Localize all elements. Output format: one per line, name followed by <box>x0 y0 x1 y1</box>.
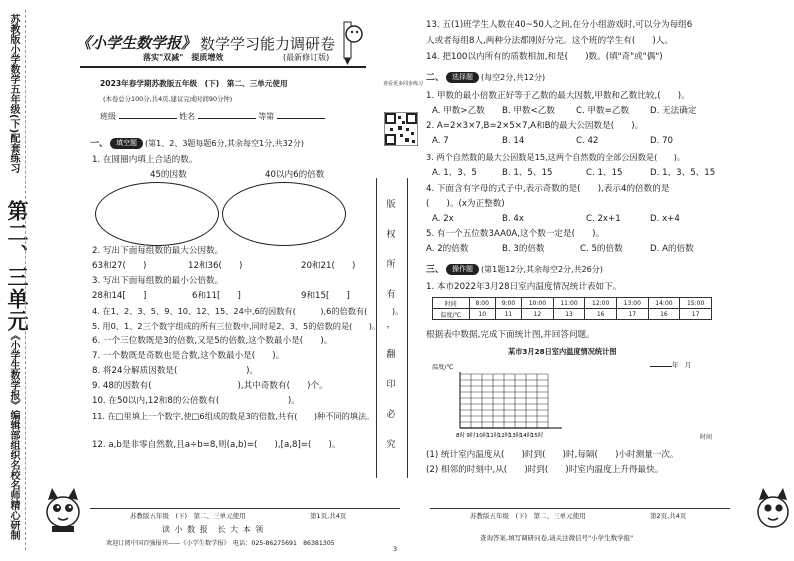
student-fields <box>100 111 325 122</box>
table-cell: 10 <box>469 309 495 320</box>
name-blank[interactable] <box>198 118 256 119</box>
s2-q5-opt-d[interactable]: D. A的倍数 <box>650 244 694 254</box>
s2-q2-opt-b[interactable]: B. 14 <box>502 136 525 146</box>
binding-line <box>25 10 26 550</box>
x-tick-label: 14时 <box>519 433 533 439</box>
s2-q2[interactable]: 2. A=2×3×7,B=2×5×7,A和B的最大公因数是( )。 <box>426 121 644 131</box>
section2-num: 二、 <box>426 73 445 83</box>
table-header-temp: 温度/℃ <box>433 309 470 320</box>
s2-q1-opt-a[interactable]: A. 甲数>乙数 <box>432 106 485 116</box>
copyright-char: 必 <box>386 410 396 420</box>
s2-q5[interactable]: 5. 有一个五位数3AA0A,这个数一定是( )。 <box>426 229 605 239</box>
copyright-char: 有 <box>386 290 396 300</box>
table-cell: 10:00 <box>522 298 554 309</box>
left-footer-rule <box>90 508 400 509</box>
section3-num: 三、 <box>426 265 445 275</box>
chart-xunit: 时间 <box>700 434 713 441</box>
x-tick-label: 8时 <box>456 433 466 439</box>
chart-date-label: 年 月 <box>672 361 692 369</box>
grid <box>460 372 562 428</box>
section3-pill: 操作题 <box>446 264 479 275</box>
s1-q11[interactable]: 11. 在□里填上一个数字,使□6组成的数是3的倍数,共有( )种不同的填法。 <box>92 411 375 421</box>
table-cell: 16 <box>585 309 617 320</box>
s2-q4-opt-c[interactable]: C. 2x+1 <box>586 214 621 224</box>
name-label: 姓名 <box>179 112 196 121</box>
s3-q1: 1. 本市2022年3月28日室内温度情况统计表如下。 <box>426 282 622 292</box>
copyright-char: 印 <box>386 380 396 390</box>
table-cell: 15:00 <box>680 298 712 309</box>
table-cell: 13:00 <box>616 298 648 309</box>
s2-q2-opt-c[interactable]: C. 42 <box>576 136 599 146</box>
s1-q6[interactable]: 6. 一个三位数既是3的倍数,又是5的倍数,这个数最小是( )。 <box>92 336 333 346</box>
s1-q13-line1: 13. 五(1)班学生人数在40~50人之间,在分小组游戏时,可以分为每组6 <box>426 20 693 30</box>
s2-q5-opt-c[interactable]: C. 5的倍数 <box>580 244 623 254</box>
left-page-number: 第1页,共4页 <box>310 512 347 520</box>
s3-answer1[interactable]: (1) 统计室内温度从( )时到( )时,每隔( )小时测量一次。 <box>426 450 679 460</box>
table-header-time: 时间 <box>433 298 470 309</box>
table-cell: 17 <box>616 309 648 320</box>
section3-desc: (第1题12分,其余每空2分,共26分) <box>481 265 603 274</box>
s2-q4-opt-a[interactable]: A. 2x <box>432 214 454 224</box>
chart-date <box>650 360 691 371</box>
s2-q1[interactable]: 1. 甲数的最小倍数正好等于乙数的最大因数,甲数和乙数比较,( )。 <box>426 91 690 101</box>
copyright-char: 版 <box>386 200 396 210</box>
s1-q1-right-label: 40以内6的倍数 <box>265 170 325 180</box>
table-cell: 12 <box>522 309 554 320</box>
class-blank[interactable] <box>119 118 177 119</box>
s1-q14[interactable]: 14. 把100以内所有的质数相加,和是( )数。(填"奇"或"偶") <box>426 52 663 62</box>
grade-blank[interactable] <box>277 118 325 119</box>
s2-q1-opt-b[interactable]: B. 甲数<乙数 <box>502 106 555 116</box>
table-cell: 16 <box>648 309 680 320</box>
s1-q3: 3. 写出下面每组数的最小公倍数。 <box>92 276 224 286</box>
copyright-char: 究 <box>386 440 396 450</box>
s2-q3[interactable]: 3. 两个自然数的最大公因数是15,这两个自然数的全部公因数是( )。 <box>426 152 686 162</box>
table-cell: 9:00 <box>495 298 521 309</box>
s2-q4-opt-b[interactable]: B. 4x <box>502 214 524 224</box>
x-tick-label: 13时 <box>508 433 522 439</box>
s1-q1: 1. 在圆圈内填上合适的数。 <box>92 155 198 165</box>
x-tick-label: 9时 <box>466 433 476 439</box>
edition: (最新修订版) <box>283 53 330 62</box>
semester-line: 2023年春学期苏教版五年级 (下) 第二、三单元使用 <box>100 79 288 88</box>
x-tick-label: 11时 <box>486 433 500 439</box>
section1-heading <box>90 138 304 150</box>
qr-code-icon <box>384 112 418 146</box>
s2-q3-opt-a[interactable]: A. 1、3、5 <box>432 168 477 178</box>
s1-q2: 2. 写出下面每组数的最大公因数。 <box>92 246 224 256</box>
s2-q3-opt-b[interactable]: B. 1、5、15 <box>502 168 553 178</box>
table-cell: 11:00 <box>553 298 585 309</box>
x-tick-label: 10时 <box>475 433 489 439</box>
s1-q10[interactable]: 10. 在50以内,12和8的公倍数有( )。 <box>92 396 300 406</box>
s1-q2-item2[interactable]: 12和36( ) <box>188 261 243 271</box>
line-chart-grid[interactable] <box>430 372 730 446</box>
s3-answer2[interactable]: (2) 相邻的时刻中,从( )时到( )时室内温度上升得最快。 <box>426 465 664 475</box>
s2-q1-opt-c[interactable]: C. 甲数=乙数 <box>576 106 630 116</box>
table-row <box>433 309 712 320</box>
s2-q4-line2[interactable]: ( )。(x为正整数) <box>426 199 505 209</box>
right-footer-label: 苏教版五年级 (下) 第二、三单元使用 <box>470 512 586 520</box>
mascot-pencil-icon <box>332 20 366 66</box>
table-cell: 14:00 <box>648 298 680 309</box>
s2-q4-line1[interactable]: 4. 下面含有字母的式子中,表示奇数的是( ),表示4的倍数的是 <box>426 184 670 194</box>
s1-q3-item2[interactable]: 6和11[ ] <box>192 291 241 301</box>
page-title: 数学学习能力调研卷 <box>200 35 336 53</box>
x-ticks <box>456 431 544 439</box>
table-cell: 8:00 <box>469 298 495 309</box>
s2-q5-opt-b[interactable]: B. 3的倍数 <box>502 244 545 254</box>
qr-caption: 查看更多同步练习 <box>383 81 424 87</box>
copyright-char: 权 <box>386 230 396 240</box>
right-page-number: 第2页,共4页 <box>650 512 687 520</box>
s1-q5[interactable]: 5. 用0、1、2三个数字组成的所有三位数中,同时是2、3、5的倍数的是( )。 <box>92 321 381 331</box>
s2-q3-opt-d[interactable]: D. 1、3、5、15 <box>650 168 716 178</box>
sheet-number: 3 <box>393 545 398 553</box>
s2-q1-opt-d[interactable]: D. 无法确定 <box>650 106 697 116</box>
table-cell: 11 <box>495 309 521 320</box>
mascot-left-icon <box>38 482 88 534</box>
copyright-char: 翻 <box>386 350 396 360</box>
slogan: 落实"双减" 提质增效 <box>143 53 224 62</box>
table-row <box>433 298 712 309</box>
s2-q3-opt-c[interactable]: C. 1、15 <box>586 168 623 178</box>
x-tick-label: 15时 <box>530 433 544 439</box>
section2-pill: 选择题 <box>446 72 479 83</box>
s1-q9[interactable]: 9. 48的因数有( ),其中奇数有( )个。 <box>92 381 328 391</box>
s1-q3-item3[interactable]: 9和15[ ] <box>301 291 350 301</box>
s2-q2-opt-a[interactable]: A. 7 <box>432 136 449 146</box>
unit-vertical: 第二、三单元 <box>5 200 29 332</box>
s1-q7[interactable]: 7. 一个数既是奇数也是合数,这个数最小是( )。 <box>92 351 285 361</box>
table-cell: 13 <box>553 309 585 320</box>
multiple-ellipse[interactable] <box>222 182 346 246</box>
section1-pill: 填空题 <box>110 138 143 149</box>
section1-desc: (第1、2、3题每题6分,其余每空1分,共32分) <box>145 139 304 148</box>
exam-note: (本卷总分100分,共4页,建议完成时间90分钟) <box>103 95 233 103</box>
contact-line: 欢迎订阅中国百强报刊——《小学生数学报》 电话：025-86275691 86381305 <box>106 540 335 547</box>
left-footer-label: 苏教版五年级 (下) 第二、三单元使用 <box>130 512 246 520</box>
right-footer-note: 查询答案,填写调研问卷,请关注微信号"小学生数学报" <box>480 534 634 542</box>
s1-q8[interactable]: 8. 将24分解质因数是( )。 <box>92 366 259 376</box>
org-vertical: 《小学生数学报》编辑部组织名校名师精心研制 <box>8 330 19 540</box>
copyright-char: ， <box>386 320 396 330</box>
chart-year-blank[interactable] <box>650 366 672 367</box>
s1-q13-line2[interactable]: 人或者每组8人,两种分法都刚好分完。这个班的学生有( )人。 <box>426 36 673 46</box>
section3-heading <box>426 264 603 276</box>
s1-q12[interactable]: 12. a,b是非零自然数,且a÷b=8,则(a,b)=( ),[a,8]=( )。 <box>92 440 341 450</box>
copyright-column <box>376 190 406 460</box>
chart-ylabel: 温度/℃ <box>432 364 454 371</box>
s1-q1-left-label: 45的因数 <box>150 170 187 180</box>
grade-label: 等第 <box>258 112 275 121</box>
class-label: 班级 <box>100 112 116 121</box>
s1-q2-item1[interactable]: 63和27( ) <box>92 261 147 271</box>
s1-q2-item3[interactable]: 20和21( ) <box>301 261 356 271</box>
table-cell: 12:00 <box>585 298 617 309</box>
temperature-table <box>432 297 712 320</box>
header-rule <box>80 66 366 68</box>
s1-q3-item1[interactable]: 28和14[ ] <box>92 291 147 301</box>
motto: 读 小 数 报 长 大 本 领 <box>162 525 265 534</box>
chart-title: 某市3月28日室内温度情况统计图 <box>508 347 617 356</box>
s2-q5-opt-a[interactable]: A. 2的倍数 <box>426 244 469 254</box>
s2-q2-opt-d[interactable]: D. 70 <box>650 136 674 146</box>
logo: 《小学生数学报》 <box>76 34 197 52</box>
section1-num: 一、 <box>90 139 109 149</box>
factor-ellipse[interactable] <box>95 182 219 246</box>
s1-q4[interactable]: 4. 在1、2、3、5、9、10、12、15、24中,6的因数有( ),6的倍数有( )。 <box>92 306 404 316</box>
s2-q4-opt-d[interactable]: D. x+4 <box>650 214 680 224</box>
s3-instruction: 根据表中数据,完成下面统计图,并回答问题。 <box>426 330 595 340</box>
copyright-char: 所 <box>386 260 396 270</box>
x-tick-label: 12时 <box>497 433 511 439</box>
section2-desc: (每空2分,共12分) <box>481 73 546 82</box>
table-cell: 17 <box>680 309 712 320</box>
right-footer-rule <box>430 508 730 509</box>
section2-heading <box>426 72 545 84</box>
brand-vertical: 苏教版小学数学五年级(下)配套练习 <box>8 14 19 174</box>
mascot-right-icon <box>752 482 794 534</box>
